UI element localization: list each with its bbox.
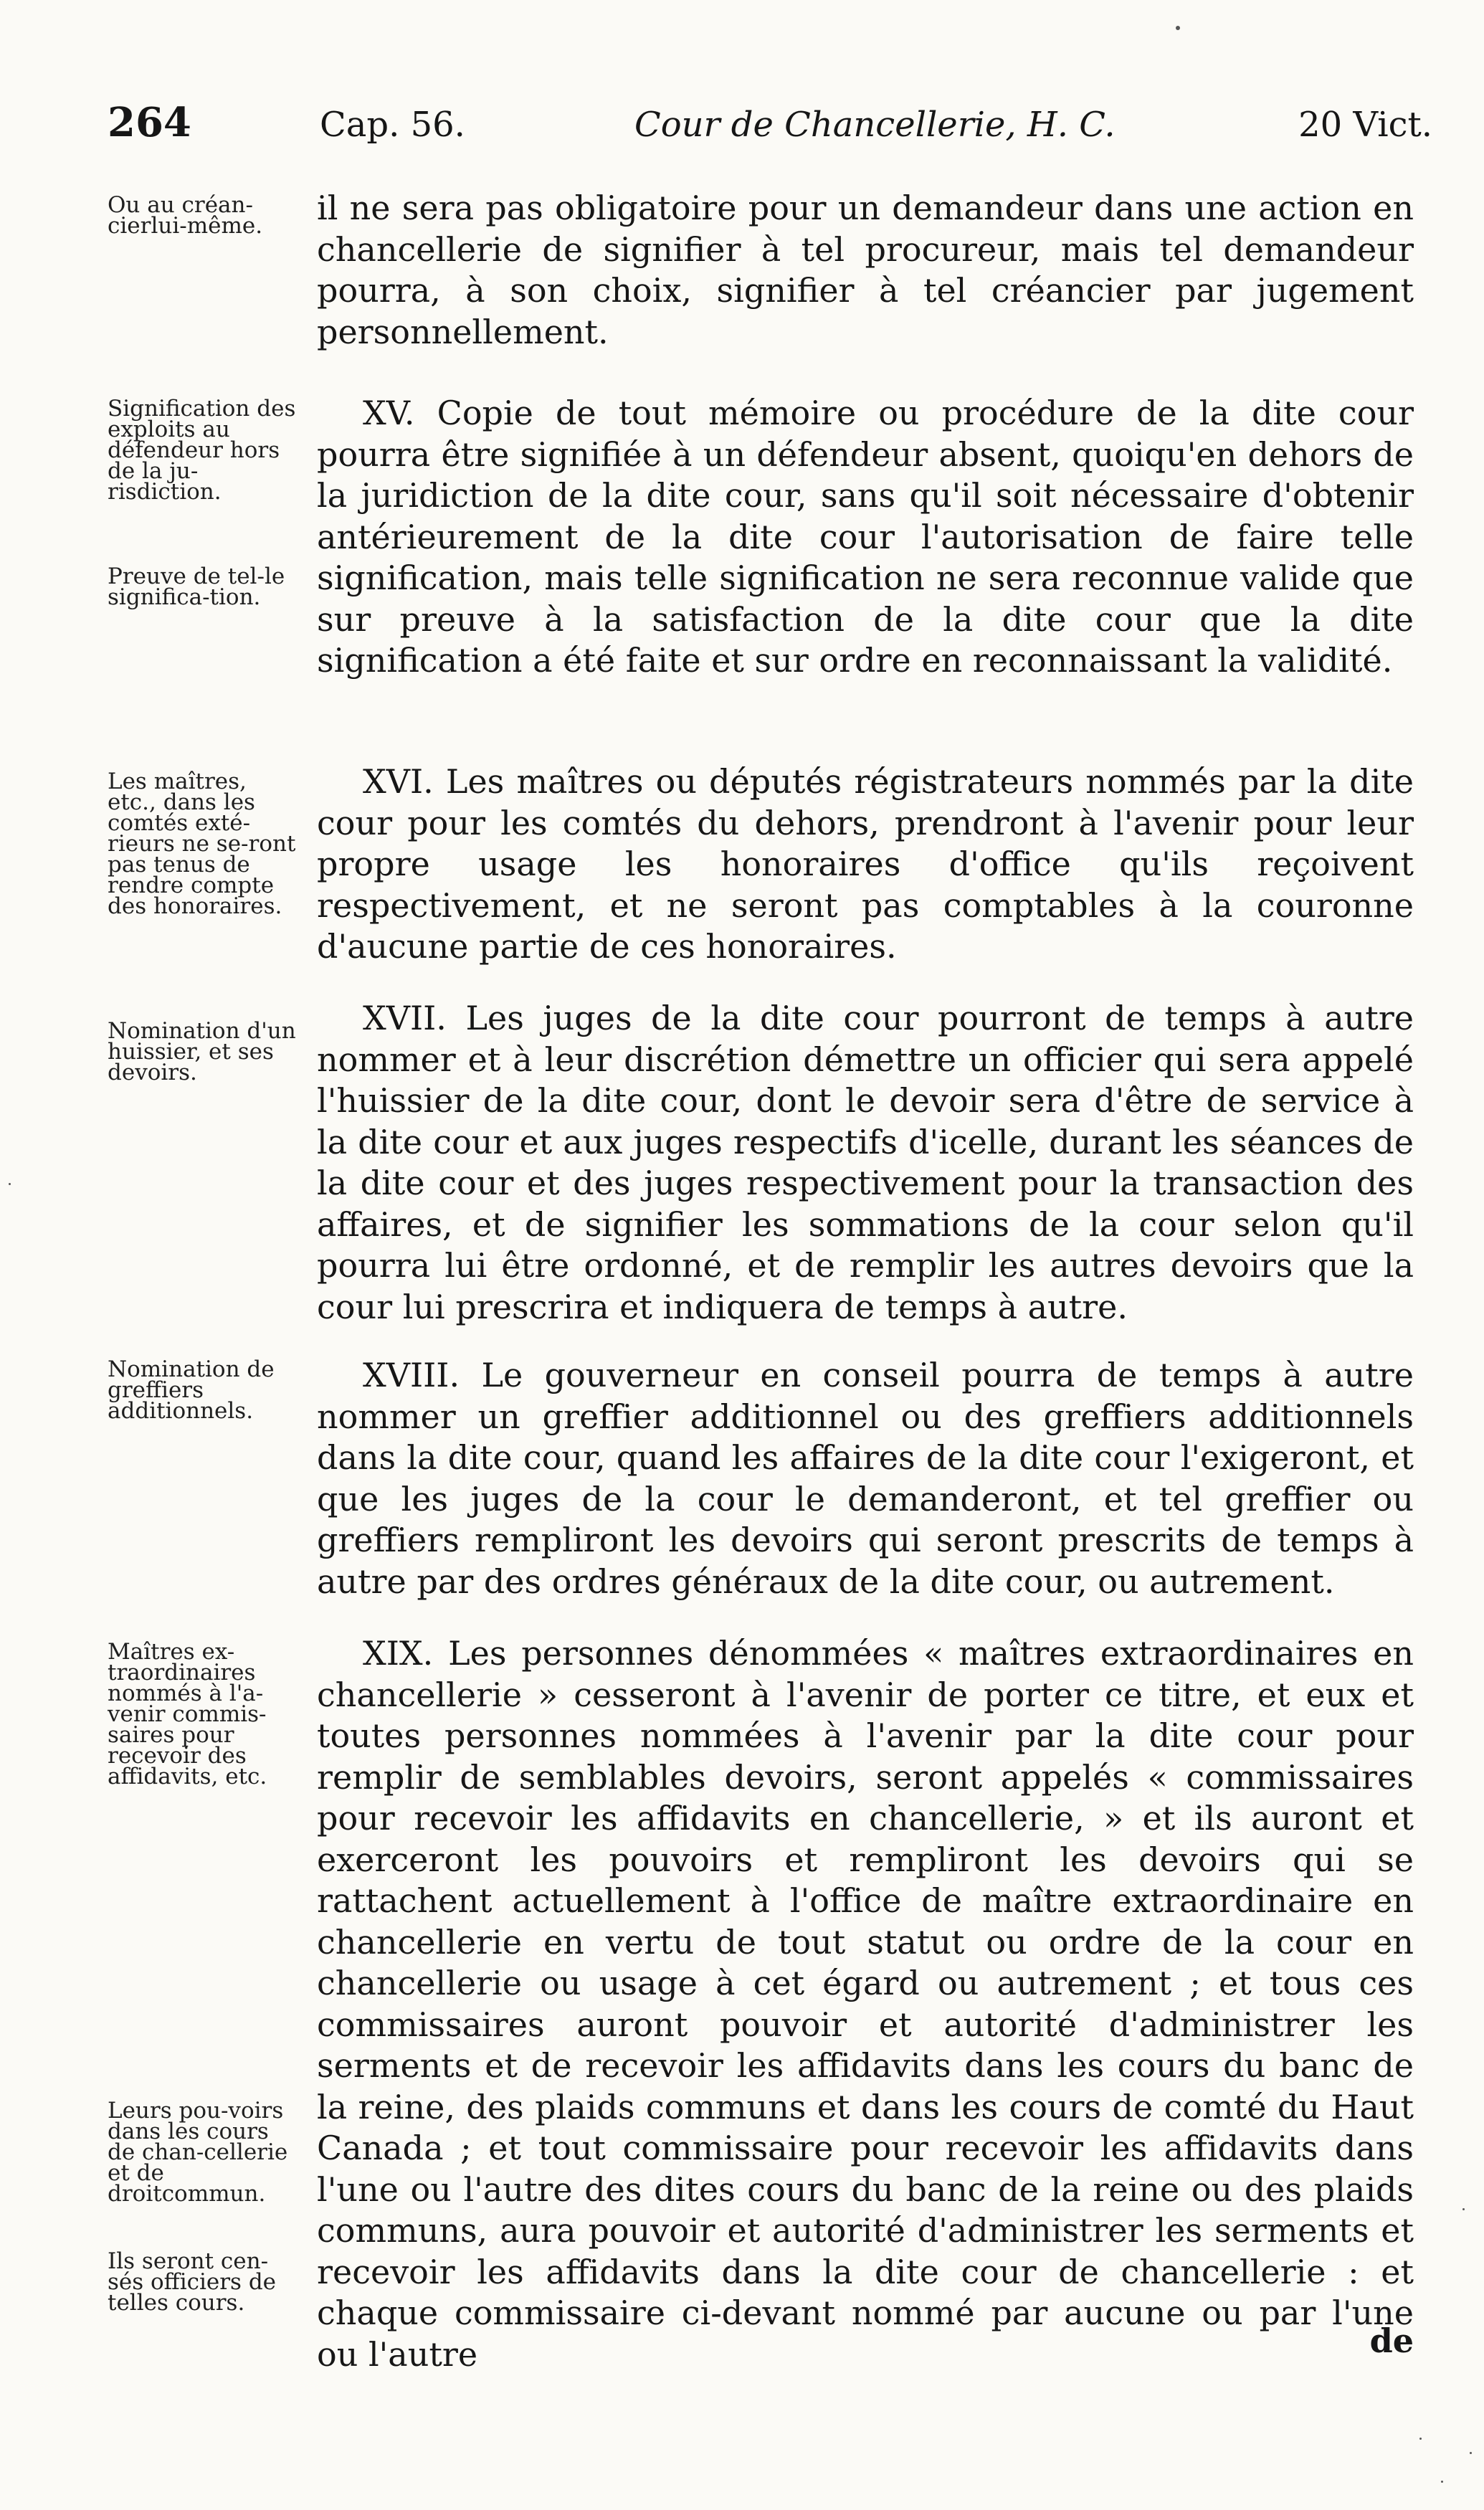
page-number: 264 — [108, 99, 191, 146]
margin-note-group — [108, 1356, 301, 1424]
section-xvii — [317, 998, 1414, 1328]
paragraph: XVI. Les maîtres ou députés régistrateurs nommés par la dite cour pour les comtés du dehors, prendront à l'avenir pour leur propre usage les honoraires d'office qu'ils reçoivent respectivement, et ne seront pas comptables à la couronne d'aucune partie de ces honoraires. — [317, 762, 1414, 966]
margin-note-group — [108, 2248, 301, 2316]
chapter-label: Cap. 56. — [320, 105, 465, 145]
paragraph: XVII. Les juges de la dite cour pourront de temps à autre nommer et à leur discrétion démettre un officier qui sera appelé l'huissier de la dite cour, dont le devoir sera d'être de service à la dite cour et aux juges respectifs d'icelle, durant les séances de la dite cour et des juges respectivement pour la transaction des affaires, et de signifier les sommations de la cour selon qu'il pourra lui être ordonné, et de remplir les autres devoirs que la cour lui prescrira et indiquera de temps à autre. — [317, 999, 1414, 1326]
margin-note-group — [108, 771, 301, 917]
margin-note-group — [108, 1018, 301, 1085]
running-title: Cour de Chancellerie, H. C. — [634, 105, 1116, 145]
paragraph: il ne sera pas obligatoire pour un demandeur dans une action en chancellerie de signifier à tel procureur, mais tel demandeur pourra, à son choix, signifier à tel créancier par jugement personnellement. — [317, 189, 1414, 351]
margin-note: Ou au créan-cierlui-même. — [108, 192, 263, 239]
margin-note-group — [108, 566, 301, 608]
catchword: de — [1369, 2321, 1414, 2360]
margin-note: Nomination d'un huissier, et ses devoirs. — [108, 1018, 296, 1085]
margin-note: Nomination de greffiers additionnels. — [108, 1356, 275, 1424]
margin-note: Preuve de tel-le significa-tion. — [108, 564, 285, 610]
margin-note-group — [108, 1639, 301, 1789]
section-xv — [317, 393, 1414, 682]
margin-note-group — [108, 192, 301, 239]
scan-speck — [9, 1183, 11, 1185]
margin-note: Ils seront cen-sés officiers de telles cours. — [108, 2248, 277, 2316]
regnal-year: 20 Vict. — [1298, 105, 1432, 145]
scan-speck — [1462, 2208, 1465, 2210]
margin-note: Signification des exploits au défendeur hors de la ju-risdiction. — [108, 396, 296, 505]
margin-note: Maîtres ex-traordinaires nommés à l'a-venir commis-saires pour recevoir des affidavits, etc. — [108, 1639, 267, 1789]
section-xvi — [317, 761, 1414, 968]
margin-note-group — [108, 2098, 301, 2207]
margin-note: Les maîtres, etc., dans les comtés exté-rieurs ne se-ront pas tenus de rendre compte des honoraires. — [108, 769, 296, 919]
paragraph: XVIII. Le gouverneur en conseil pourra de temps à autre nommer un greffier additionnel ou des greffiers additionnels dans la dite cour, quand les affaires de la dite cour l'exigeront, et que les juges de la cour le demanderont, et tel greffier ou greffiers rempliront les devoirs qui seront prescrits de temps à autre par des ordres généraux de la dite cour, ou autrement. — [317, 1356, 1414, 1601]
section-xviii — [317, 1355, 1414, 1602]
scan-speck — [1441, 2481, 1443, 2483]
section-continuation — [317, 188, 1414, 353]
scan-speck — [1419, 2438, 1422, 2440]
scan-speck — [1176, 26, 1180, 30]
paragraph: XV. Copie de tout mémoire ou procédure de la dite cour pourra être signifiée à un défendeur absent, quoiqu'en dehors de la juridiction de la dite cour, sans qu'il soit nécessaire d'obtenir antérieurement de la dite cour l'autorisation de faire telle signification, mais telle signification ne sera reconnue valide que sur preuve à la satisfaction de la dite cour que la dite signification a été faite et sur ordre en reconnaissant la validité. — [317, 394, 1414, 680]
margin-note: Leurs pou-voirs dans les cours de chan-cellerie et de droitcommun. — [108, 2098, 288, 2207]
paragraph: XIX. Les personnes dénommées « maîtres extraordinaires en chancellerie » cesseront à l'avenir de porter ce titre, et eux et toutes personnes nommées à l'avenir par la dite cour pour remplir de semblables devoirs, seront appelés « commissaires pour recevoir les affidavits en chancellerie, » et ils auront et exerceront les pouvoirs et rempliront les devoirs qui se rattachent actuellement à l'office de maître extraordinaire en chancellerie en vertu de tout statut ou ordre de la cour en chancellerie ou usage à cet égard ou autrement ; et tous ces commissaires auront pouvoir et autorité d'administrer les serments et de recevoir les affidavits dans les cours du banc de la reine, des plaids communs et dans les cours de comté du Haut Canada ; et tout commissaire pour recevoir les affidavits dans l'une ou l'autre des dites cours du banc de la reine ou des plaids communs, aura pouvoir et autorité d'administrer les serments et recevoir les affidavits dans la dite cour de chancellerie : et chaque commissaire ci-devant nommé par aucune ou par l'une ou l'autre — [317, 1634, 1414, 2374]
scan-speck — [1470, 2452, 1472, 2454]
running-head — [108, 99, 1432, 156]
section-xix — [317, 1633, 1414, 2375]
margin-note-group — [108, 396, 301, 505]
